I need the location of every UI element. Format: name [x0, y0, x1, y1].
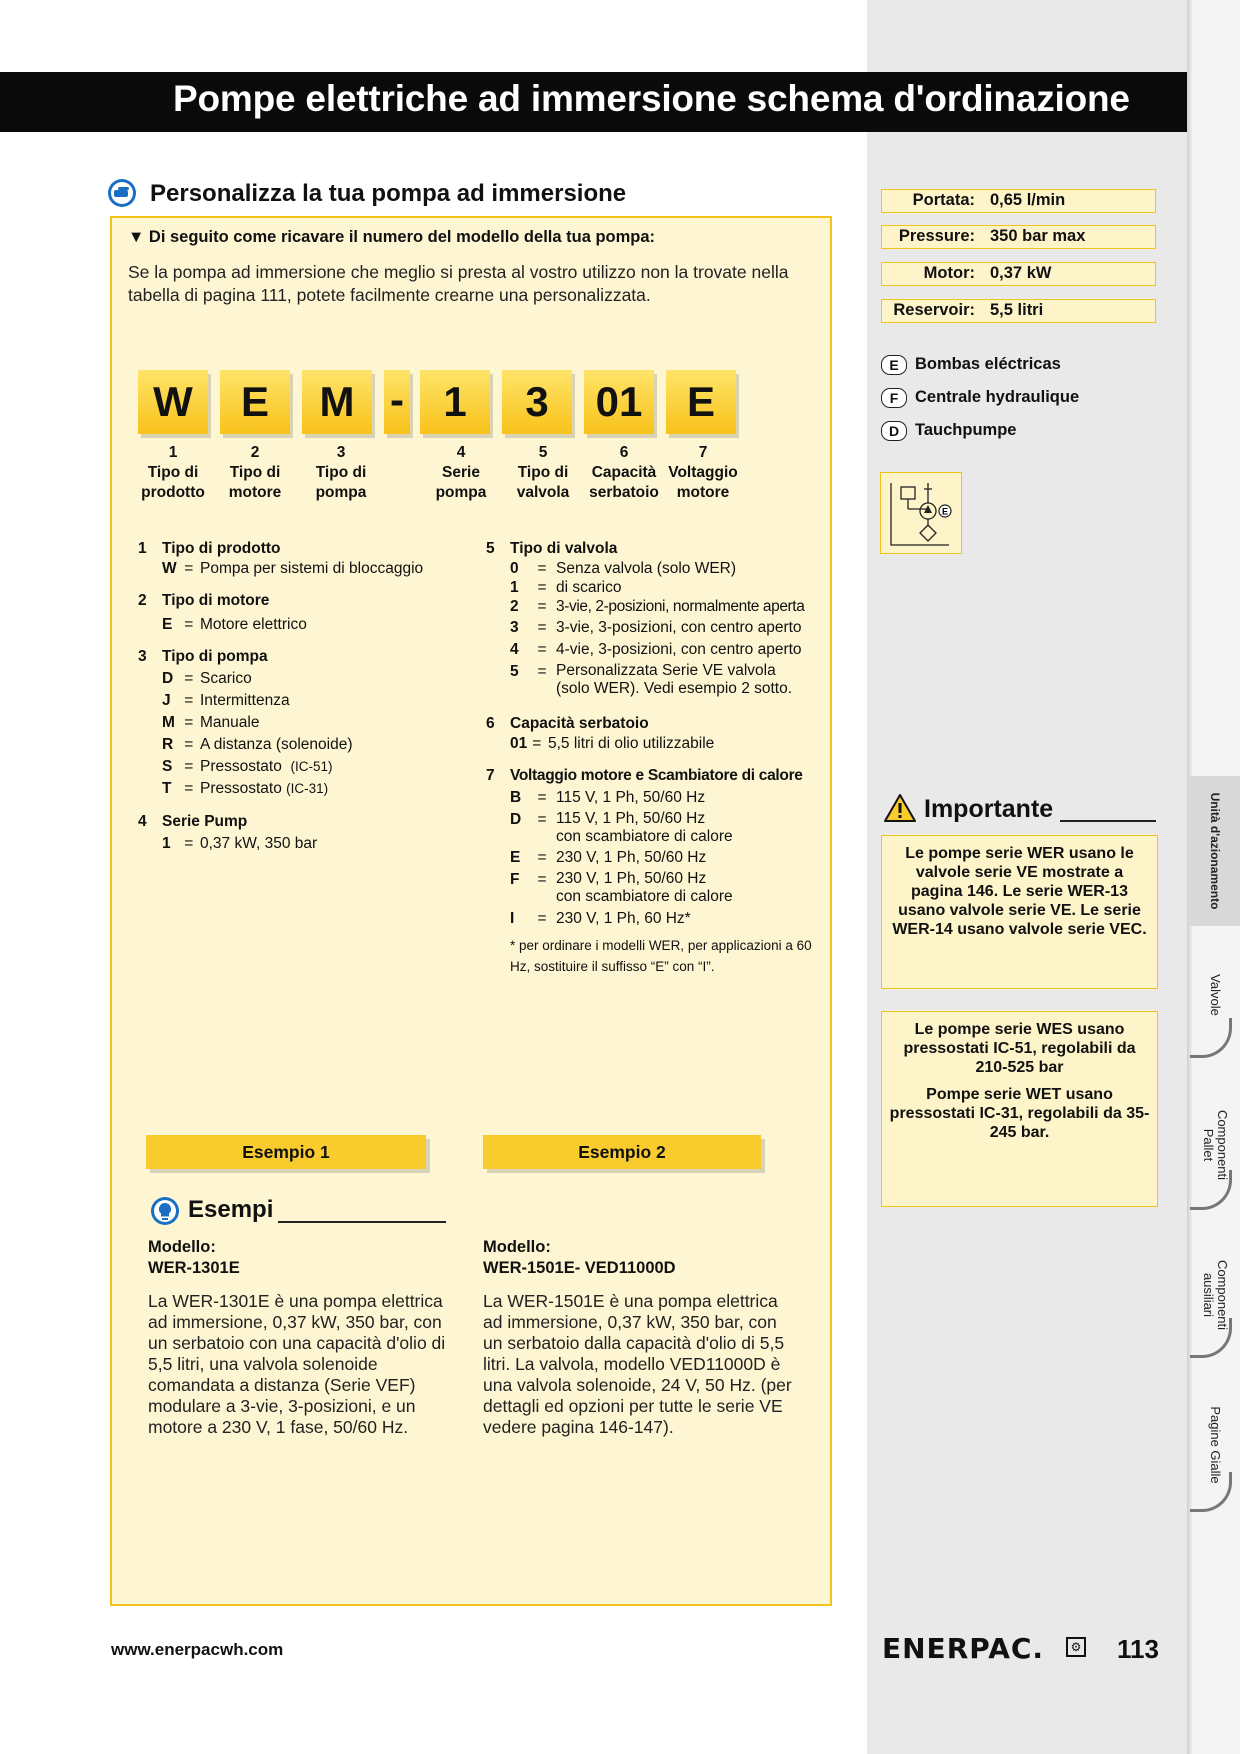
page-title: Pompe elettriche ad immersione schema d'ordinazione — [173, 78, 1130, 119]
position-label-7: 7 Voltaggio motore — [668, 444, 738, 501]
legend-note: * per ordinare i modelli WER, per applicazioni a 60 Hz, sostituire il suffisso “E” con “I”. — [510, 938, 812, 974]
position-label-4: 4 Serie pompa — [435, 444, 487, 501]
instructions-heading: ▼ Di seguito come ricavare il numero del modello della tua pompa: — [128, 228, 656, 246]
hydraulic-schematic-icon — [881, 473, 961, 553]
tab-drive-units[interactable]: Unità d'azionamento — [1190, 776, 1240, 926]
code-char-2: E — [220, 370, 290, 434]
example-1: Modello: WER-1301E La WER-1301E è una pompa elettrica ad immersione, 0,37 kW, 350 bar, con un serbatoio con una capacità d'olio di 5,5 litri, una valvola solenoide comandata a distanza (Serie VEF) modulare a 3-vie, 3-posizioni, e un motore a 230 V, 1 fase, 50/60 Hz. — [148, 1237, 448, 1438]
code-char-7: E — [666, 370, 736, 434]
code-char-5: 3 — [502, 370, 572, 434]
position-label-5: 5 Tipo di valvola — [516, 444, 570, 501]
language-fr: F Centrale hydraulique — [881, 386, 1079, 408]
language-es: E Bombas eléctricas — [881, 353, 1061, 375]
example-1-text: La WER-1301E è una pompa elettrica ad immersione, 0,37 kW, 350 bar, con un serbatoio con una capacità d'olio di 5,5 litri, una valvola solenoide comandata a distanza (Serie VEF) modulare a 3-vie, 3-posizioni, e un motore a 230 V, 1 fase, 50/60 Hz. — [148, 1291, 446, 1437]
spec-motor: Motor: 0,37 kW — [881, 262, 1156, 286]
important-note-2: Le pompe serie WES usano pressostati IC-51, regolabili da 210-525 bar Pompe serie WET usano pressostati IC-31, regolabili da 35-245 bar. — [881, 1011, 1158, 1207]
page-number: 113 — [1117, 1634, 1159, 1664]
logo-mark-icon: ⚙ — [1066, 1637, 1086, 1657]
position-label-2: 2 Tipo di motore — [228, 444, 282, 501]
example-1-label: Esempio 1 — [146, 1135, 426, 1169]
hand-pointer-icon — [107, 178, 137, 208]
spec-reservoir: Reservoir: 5,5 litri — [881, 299, 1156, 323]
legend-motor-type: 2 Tipo di motore E = Motore elettrico — [138, 592, 307, 633]
position-label-6: 6 Capacità serbatoio — [589, 444, 659, 501]
language-de: D Tauchpumpe — [881, 419, 1016, 441]
tab-pallet-components[interactable]: Componenti Pallet — [1201, 1109, 1230, 1181]
code-char-4: 1 — [420, 370, 490, 434]
enerpac-logo: ENERPAC. — [882, 1632, 1045, 1665]
position-label-1: 1 Tipo di prodotto — [141, 444, 205, 501]
code-char-3: M — [302, 370, 372, 434]
footer-url[interactable]: www.enerpacwh.com — [111, 1640, 284, 1659]
legend-pump-type: 3 Tipo di pompa D = Scarico J = Intermittenza M = Manuale R = A distanza (solenoide) S = Pressostato (IC-51) T = Pressostato (IC-31) — [138, 648, 353, 797]
hydraulic-symbol — [880, 472, 962, 554]
section-title: Personalizza la tua pompa ad immersione — [150, 180, 627, 207]
code-char-6: 01 — [584, 370, 654, 434]
spec-flow: Portata: 0,65 l/min — [881, 189, 1156, 213]
tab-yellow-pages[interactable]: Pagine Gialle — [1208, 1406, 1223, 1484]
legend-valve-type: 5 Tipo di valvola 0 = Senza valvola (solo WER) 1 = di scarico 2 = 3-vie, 2-posizioni, normalmente aperta 3 = 3-vie, 3-posizioni, con centro aperto 4 = 4-vie, 3-posizioni, con centro aperto 5 = Personalizzata Serie VE valvola (solo WER). Vedi esempio 2 sotto. — [486, 540, 805, 697]
legend-reservoir: 6 Capacità serbatoio 01 = 5,5 litri di olio utilizzabile — [486, 715, 715, 752]
intro-text: Se la pompa ad immersione che meglio si presta al vostro utilizzo non la trovate nella tabella di pagina 111, potete facilmente crearne una personalizzata. — [128, 262, 789, 305]
warning-icon — [884, 793, 916, 823]
legend-motor-voltage: 7 Voltaggio motore e Scambiatore di calore B = 115 V, 1 Ph, 50/60 Hz D = 115 V, 1 Ph, 50/60 Hz con scambiatore di calore E = 230 V, 1 Ph, 50/60 Hz F = 230 V, 1 Ph, 50/60 Hz con scambiatore di calore I = 230 V, 1 Ph, 60 Hz* * per ordinare i modelli WER, per applicazioni a 60 Hz, sostituire il suffisso “E” con “I”. — [486, 766, 820, 977]
example-2-text: La WER-1501E è una pompa elettrica ad immersione, 0,37 kW, 350 bar, con un serbatoio dalla capacità d'olio di 5,5 litri. La valvola, modello VED11000D è una valvola solenoide, 24 V, 50 Hz. (per dettagli ed opzioni per tutte le serie VE vedere pagina 146-147). — [483, 1291, 792, 1437]
spec-pressure: Pressure: 350 bar max — [881, 225, 1156, 249]
example-2-label: Esempio 2 — [483, 1135, 761, 1169]
examples-title-rule — [278, 1221, 446, 1223]
example-2: Modello: WER-1501E- VED11000D La WER-1501E è una pompa elettrica ad immersione, 0,37 kW, 350 bar, con un serbatoio dalla capacità d'olio di 5,5 litri. La valvola, modello VED11000D è una valvola solenoide, 24 V, 50 Hz. (per dettagli ed opzioni per tutte le serie VE vedere pagina 146-147). — [483, 1238, 792, 1437]
code-char-1: W — [138, 370, 208, 434]
code-dash: - — [384, 370, 410, 434]
lightbulb-icon — [150, 1196, 180, 1226]
important-title: Importante — [924, 795, 1054, 823]
important-note-1: Le pompe serie WER usano le valvole serie VE mostrate a pagina 146. Le serie WER-13 usano valvole serie VE. Le serie WER-14 usano valvole serie VEC. — [881, 835, 1158, 989]
position-label-3: 3 Tipo di pompa — [315, 444, 367, 501]
tab-valves[interactable]: Valvole — [1208, 974, 1223, 1016]
tab-auxiliary-components[interactable]: Componenti ausiliari — [1201, 1259, 1230, 1331]
examples-title: Esempi — [188, 1196, 274, 1223]
legend-product-type: 1 Tipo di prodotto W = Pompa per sistemi di bloccaggio — [138, 540, 424, 577]
important-title-rule — [1060, 820, 1156, 822]
symbol-badge: E — [941, 506, 949, 517]
legend-pump-series: 4 Serie Pump 1 = 0,37 kW, 350 bar — [138, 813, 318, 852]
